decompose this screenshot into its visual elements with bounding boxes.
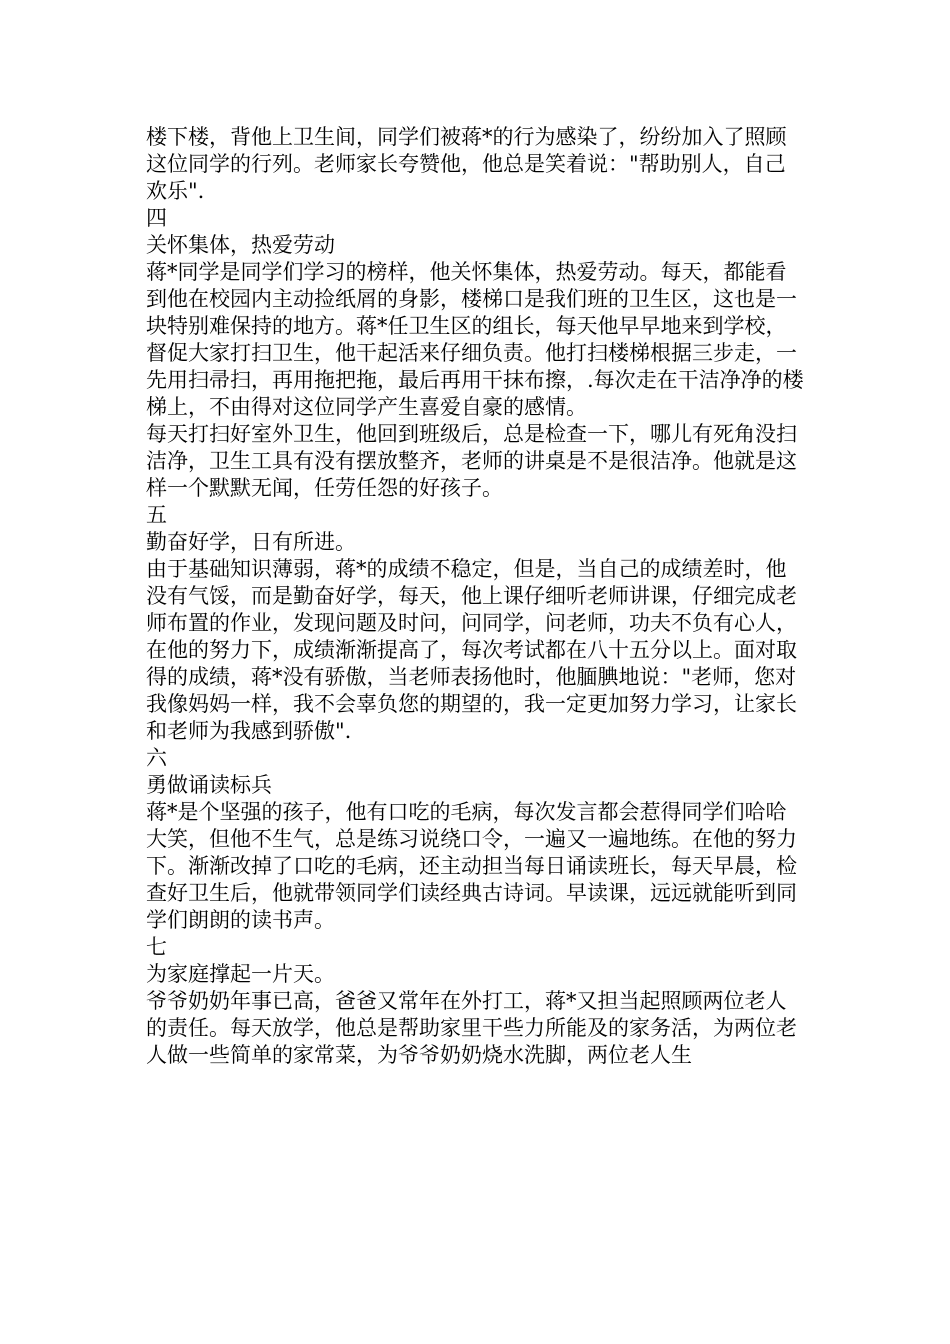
section-paragraph: 蒋*是个坚强的孩子，他有口吃的毛病，每次发言都会惹得同学们哈哈大笑，但他不生气，总是练习说绕口令，一遍又一遍地练。在他的努力下。渐渐改掉了口吃的毛病，还主动担当每日诵读班长，每天早晨，检查好卫生后，他就带领同学们读经典古诗词。早读课，远远就能听到同学们朗朗的读书声。 — [146, 800, 797, 932]
section-title: 为家庭撑起一片天。 — [146, 962, 335, 986]
section-title: 关怀集体，热爱劳动 — [146, 233, 335, 257]
section-number: 四 — [146, 206, 167, 230]
section-title: 勤奋好学，日有所进。 — [146, 530, 356, 554]
section-paragraph: 蒋*同学是同学们学习的榜样，他关怀集体，热爱劳动。每天，都能看到他在校园内主动捡纸屑的身影，楼梯口是我们班的卫生区，这也是一块特别难保持的地方。蒋*任卫生区的组长，每天他早早地来到学校，督促大家打扫卫生，他干起活来仔细负责。他打扫楼梯根据三步走，一先用扫帚扫，再用拖把拖，最后再用干抹布擦，.每次走在干洁净净的楼梯上，不由得对这位同学产生喜爱自豪的感情。 — [146, 260, 804, 419]
section-paragraph: 每天打扫好室外卫生，他回到班级后，总是检查一下，哪儿有死角没扫洁净，卫生工具有没有摆放整齐，老师的讲桌是不是很洁净。他就是这样一个默默无闻，任劳任怨的好孩子。 — [146, 422, 797, 500]
section-7 — [146, 934, 806, 1069]
section-6 — [146, 745, 806, 934]
section-number: 六 — [146, 746, 167, 770]
section-paragraph: 爷爷奶奶年事已高，爸爸又常年在外打工，蒋*又担当起照顾两位老人的责任。每天放学，他总是帮助家里干些力所能及的家务活，为两位老人做一些简单的家常菜，为爷爷奶奶烧水洗脚，两位老人生 — [146, 989, 797, 1067]
section-number: 七 — [146, 935, 167, 959]
section-5 — [146, 502, 806, 745]
section-number: 五 — [146, 503, 167, 527]
section-title: 勇做诵读标兵 — [146, 773, 272, 797]
document-page — [146, 124, 806, 1069]
section-4 — [146, 205, 806, 502]
intro-paragraph: 楼下楼，背他上卫生间，同学们被蒋*的行为感染了，纷纷加入了照顾这位同学的行列。老师家长夸赞他，他总是笑着说："帮助别人，自己欢乐". — [146, 125, 787, 203]
section-paragraph: 由于基础知识薄弱，蒋*的成绩不稳定，但是，当自己的成绩差时，他没有气馁，而是勤奋好学，每天，他上课仔细听老师讲课，仔细完成老师布置的作业，发现问题及时问，问同学，问老师，功夫不负有心人，在他的努力下，成绩渐渐提高了，每次考试都在八十五分以上。面对取得的成绩，蒋*没有骄傲，当老师表扬他时，他腼腆地说："老师，您对我像妈妈一样，我不会辜负您的期望的，我一定更加努力学习，让家长和老师为我感到骄傲". — [146, 557, 797, 743]
